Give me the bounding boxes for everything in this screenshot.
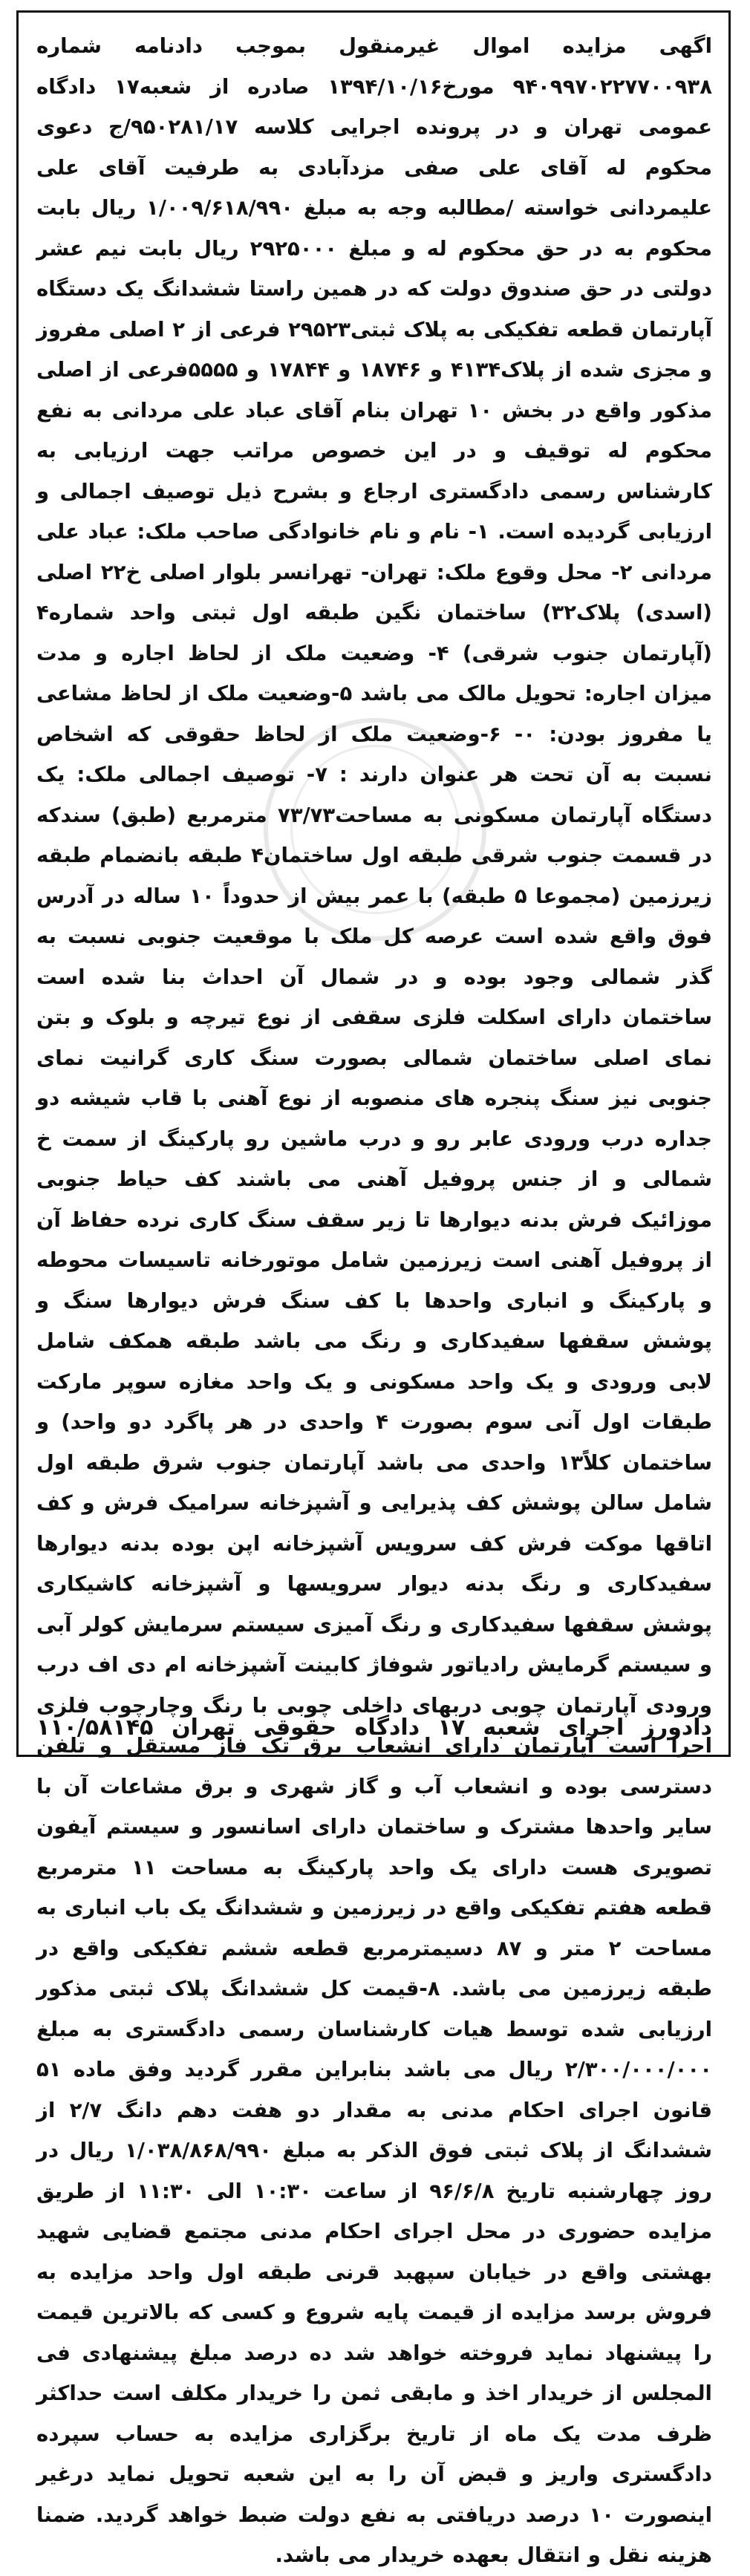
notice-frame bbox=[16, 10, 731, 2567]
notice-body-text: اگهی مزایده اموال غیرمنقول بموجب دادنامه شماره ۹۴۰۹۹۷۰۲۲۷۷۰۰۹۳۸ مورخ۱۳۹۴/۱۰/۱۶ صادره از شعبه۱۷ دادگاه عمومی تهران و در پرونده اجرایی کلاسه ۹۵۰۲۸۱/۱۷/ج دعوی محکوم له آقای علی صفی مزدآبادی به طرفیت آقای علی علیمردانی خواسته /مطالبه وجه به مبلغ ۱/۰۰۹/۶۱۸/۹۹۰ ریال بابت محکوم به در حق محکوم له و مبلغ ۲۹۲۵۰۰۰ ریال بابت نیم عشر دولتی در حق صندوق دولت که در همین راستا ششدانگ یک دستگاه آپارتمان قطعه تفکیکی به پلاک ثبتی۲۹۵۲۳ فرعی از ۲ اصلی مفروز و مجزی شده از پلاک۴۱۳۴ و ۱۸۷۴۶ و ۱۷۸۴۴ و ۵۵۵۵فرعی از اصلی مذکور واقع در بخش ۱۰ تهران بنام آقای عباد علی مردانی به نفع محکوم له توقیف و در این خصوص مراتب جهت ارزیابی به کارشناس رسمی دادگستری ارجاع و بشرح ذیل توصیف اجمالی و ارزیابی گردیده است. ۱- نام و نام خانوادگی صاحب ملک: عباد علی مردانی ۲- محل وقوع ملک: تهران- تهرانسر بلوار اصلی خ۲۲ اصلی (اسدی) پلاک۳۲) ساختمان نگین طبقه اول ثبتی واحد شماره۴ (آپارتمان جنوب شرقی) ۴- وضعیت ملک از لحاظ اجاره و مدت میزان اجاره: تحویل مالک می باشد ۵-وضعیت ملک از لحاظ مشاعی یا مفروز بودن: ۰- ۶-وضعیت ملک از لحاظ حقوقی که اشخاص نسبت به آن تحت هر عنوان دارند : ۷- توصیف اجمالی ملک: یک دستگاه آپارتمان مسکونی به مساحت۷۳/۷۳ مترمربع (طبق) سندکه در قسمت جنوب شرقی طبقه اول ساختمان۴ طبقه بانضمام طبقه زیرزمین (مجموعا ۵ طبقه) با عمر بیش از حدوداً ۱۰ ساله در آدرس فوق واقع شده است عرصه کل ملک با موقعیت جنوبی نسبت به گذر شمالی وجود بوده و در شمال آن احداث بنا شده است ساختمان دارای اسکلت فلزی سقفی از نوع تیرچه و بلوک و بتن نمای اصلی ساختمان شمالی بصورت سنگ کاری گرانیت نمای جنوبی نیز سنگ پنجره های منصوبه از نوع آهنی با قاب شیشه دو جداره درب ورودی عابر رو و درب ماشین رو پارکینگ از سمت خ شمالی و از جنس پروفیل آهنی می باشند کف حیاط جنوبی موزائیک فرش بدنه دیوارها تا زیر سقف سنگ کاری نرده حفاظ آن از پروفیل آهنی است زیرزمین شامل موتورخانه تاسیسات محوطه و پارکینگ و انباری واحدها با کف سنگ فرش دیوارها سنگ و پوشش سقفها سفیدکاری و رنگ می باشد طبقه همکف شامل لابی ورودی و یک واحد مسکونی و یک واحد مغازه سوپر مارکت طبقات اول آنی سوم بصورت ۴ واحدی در هر پاگرد دو واحد) و ساختمان کلاً۱۳ واحدی می باشد آپارتمان جنوب شرق طبقه اول شامل سالن پوشش کف پذیرایی و آشپزخانه سرامیک فرش و کف اتاقها موکت فرش کف سرویس آشپزخانه اپن بوده بدنه دیوارها سفیدکاری و رنگ بدنه دیوار سرویسها و آشپزخانه کاشیکاری پوشش سقفها سفیدکاری و رنگ آمیزی سیستم سرمایش کولر آبی و سیستم گرمایش رادیاتور شوفاژ کابینت آشپزخانه ام دی اف درب ورودی آپارتمان چوبی دربهای داخلی چوبی با رنگ وچارچوب فلزی اجرا است آپارتمان دارای انشعاب برق تک فاز مستقل و تلفن دسترسی بوده و انشعاب آب و گاز شهری و برق مشاعات آن با سایر واحدها مشترک و ساختمان دارای اسانسور و سیستم آیفون تصویری هست دارای یک واحد پارکینگ به مساحت ۱۱ مترمربع قطعه هفتم تفکیکی واقع در زیرزمین و ششدانگ یک باب انباری به مساحت ۲ متر و ۸۷ دسیمترمربع قطعه ششم تفکیکی واقع در طبقه زیرزمین می باشد. ۸-قیمت کل ششدانگ پلاک ثبتی مذکور ارزیابی شده توسط هیات کارشناسان رسمی دادگستری به مبلغ ۲/۳۰۰/۰۰۰/۰۰۰ ریال می باشد بنابراین مقرر گردید وفق ماده ۵۱ قانون اجرای احکام مدنی به مقدار دو هفت دهم دانگ ۲/۷ از ششدانگ از پلاک ثبتی فوق الذکر به مبلغ ۱/۰۳۸/۸۶۸/۹۹۰ ریال در روز چهارشنبه تاریخ ۹۶/۶/۸ از ساعت ۱۰:۳۰ الی ۱۱:۳۰ از طریق مزایده حضوری در محل اجرای احکام مدنی مجتمع قضایی شهید بهشتی واقع در خیابان سپهبد قرنی طبقه اول واحد مزایده به فروش برسد مزایده از قیمت پایه شروع و کسی که بالاترین قیمت را پیشنهاد نماید فروخته خواهد شد ده درصد مبلغ پیشنهادی فی المجلس از خریدار اخذ و مابقی ثمن را خریدار مکلف است حداکثر ظرف مدت یک ماه از تاریخ برگزاری مزایده به حساب سپرده دادگستری واریز و قبض آن را به این شعبه تحویل نماید درغیر اینصورت ۱۰ درصد دریافتی به نفع دولت ضبط خواهد گردید. ضمنا هزینه نقل و انتقال بعهده خریدار می باشد. bbox=[36, 34, 713, 2567]
notice-footer bbox=[36, 1707, 712, 1747]
signature-line: دادورز اجرای شعبه ۱۷ دادگاه حقوقی تهران bbox=[172, 1714, 712, 1741]
reference-number: ۱۱۰/۵۸۱۴۵ bbox=[36, 1714, 154, 1741]
